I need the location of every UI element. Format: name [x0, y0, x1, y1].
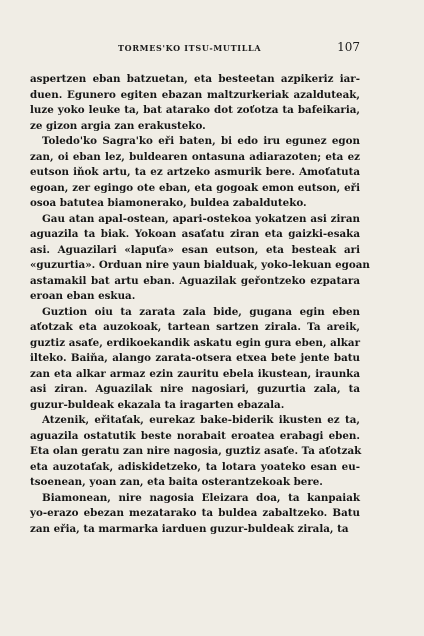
text-line: eutson iňok artu, ta ez artzeko asmurik bere. Amoťatuta: [30, 166, 360, 178]
text-line: duen. Egunero egiten ebazan maltzurkeriak azalduteak,: [30, 88, 360, 101]
paragraph: [30, 413, 360, 491]
text-line: tsoenean, yoan zan, eta baita osterantzekoak bere.: [30, 476, 323, 488]
body-text: [30, 72, 370, 537]
text-line: ilteko. Baiňa, alango zarata-otsera etxea bete jente batu: [30, 352, 360, 364]
text-line: aguazila ostatutik beste norabait eroatea erabagi eben.: [30, 429, 360, 442]
text-line: aťotzak eta auzokoak, tartean sartzen zirala. Ta areik,: [30, 321, 360, 333]
paragraph: [30, 134, 360, 212]
text-line: Gau atan apal-ostean, apari-ostekoa yokatzen asi ziran: [42, 212, 360, 225]
text-line: guzur-buldeak ekazala ta iragarten ebazala.: [30, 398, 285, 411]
text-line: aspertzen eban batzuetan, eta besteetan azpikeriz iar-: [30, 73, 360, 85]
running-title: TORMES'KO ITSU-MUTILLA: [118, 43, 262, 53]
paragraph: [30, 212, 370, 305]
paragraph: [30, 72, 360, 134]
text-line: «guzurtia». Orduan nire yaun bialduak, yoko-lekuan egoan: [30, 259, 370, 271]
text-line: luze yoko leuke ta, bat atarako dot zoťotza ta bafeikaria,: [30, 104, 360, 116]
text-line: zan eřia, ta marmarka iarduen guzur-buldeak zirala, ta: [30, 522, 349, 535]
paragraph: [30, 491, 360, 538]
text-line: osoa batutea biamonerako, buldea zabalduteko.: [30, 197, 307, 209]
page-number: 107: [337, 40, 360, 54]
text-line: Guztion oiu ta zarata zala bide, gugana egin eben: [42, 305, 360, 318]
text-line: Toledo'ko Sagra'ko eři baten, bi edo iru egunez egon: [42, 135, 360, 147]
text-line: aguazila ta biak. Yokoan asaťatu ziran eta gaizki-esaka: [30, 228, 360, 240]
text-line: ze gizon argia zan erakusteko.: [30, 119, 206, 132]
text-line: yo-erazo ebezan mezatarako ta buldea zabaltzeko. Batu: [30, 507, 360, 519]
page-header: [30, 40, 360, 56]
text-line: zan, oi eban lez, buldearen ontasuna adiarazoten; eta ez: [30, 150, 360, 163]
text-line: guztiz asaťe, erdikoekandik askatu egin gura eben, alkar: [30, 336, 360, 349]
text-line: eta auzotaťak, adiskidetzeko, ta lotara yoateko esan eu-: [30, 460, 360, 473]
text-line: asi ziran. Aguazilak nire nagosiari, guzurtia zala, ta: [30, 383, 360, 395]
text-line: Eta olan geratu zan nire nagosia, guztiz asaťe. Ta aťotzak: [30, 445, 362, 457]
text-line: Biamonean, nire nagosia Eleizara doa, ta kanpaiak: [42, 491, 360, 504]
paragraph: [30, 305, 360, 414]
text-line: egoan, zer egingo ote eban, eta gogoak emon eutson, eři: [30, 181, 360, 194]
text-line: eroan eban eskua.: [30, 290, 136, 302]
text-line: asi. Aguazilari «lapuťa» esan eutson, eta besteak ari: [30, 243, 360, 256]
text-line: astamakil bat artu eban. Aguazilak geřontzeko ezpatara: [30, 274, 360, 287]
text-line: zan eta alkar armaz ezin zauritu ebela ikustean, iraunka: [30, 367, 360, 380]
text-line: Atzenik, eřitaťak, eurekaz bake-biderik ikusten ez ta,: [42, 414, 360, 426]
